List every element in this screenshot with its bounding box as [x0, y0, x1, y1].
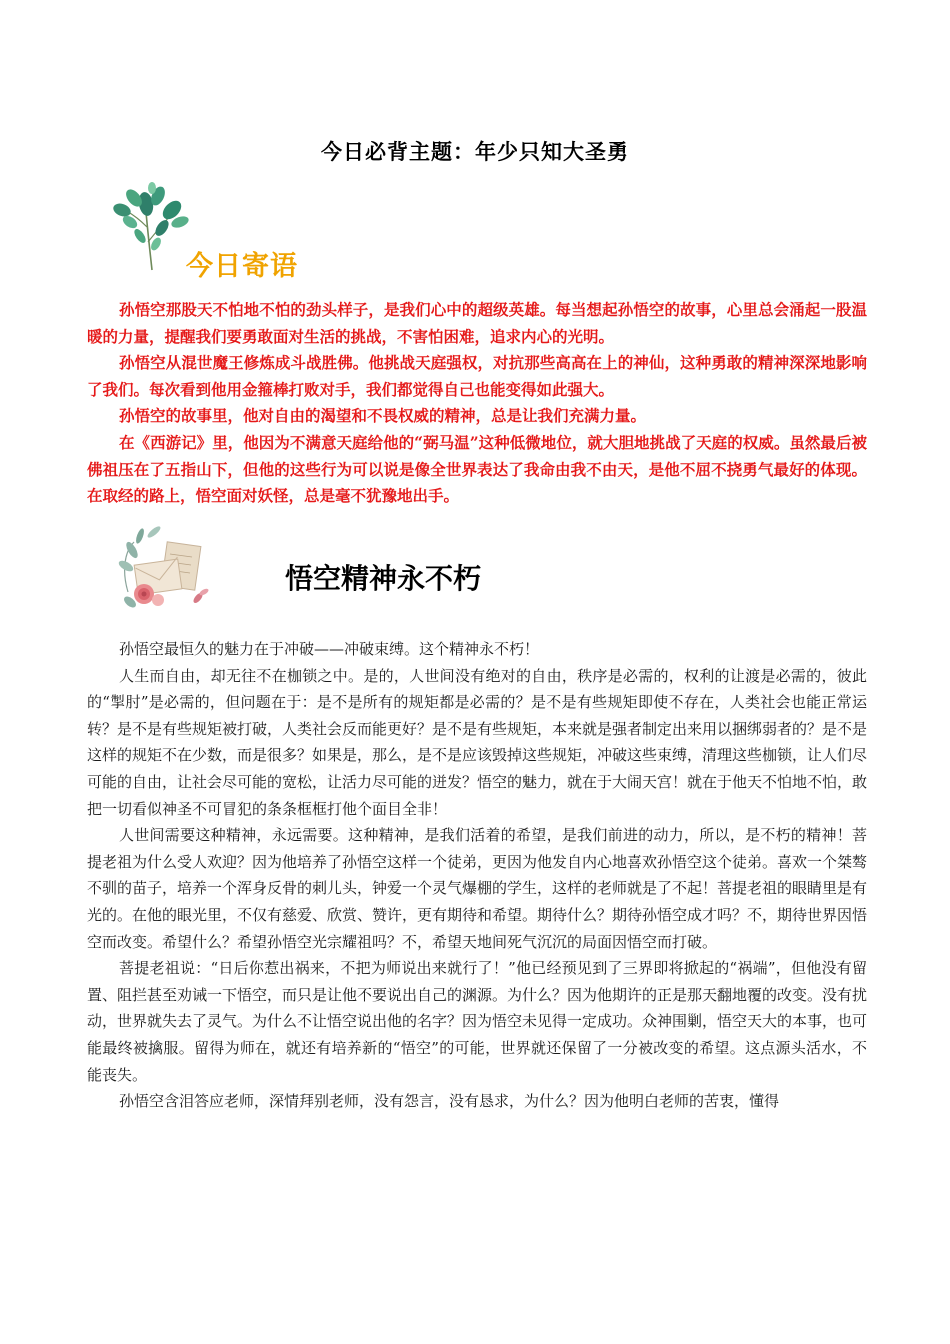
red-paragraph: 在《西游记》里，他因为不满意天庭给他的“弼马温”这种低微地位，就大胆地挑战了天庭的权威。虽然最后被佛祖压在了五指山下，但他的这些行为可以说是像全世界表达了我命由我不由天，是他不屈不挠勇气最好的体现。在取经的路上，悟空面对妖怪，总是毫不犹豫地出手。	[87, 432, 867, 506]
red-paragraph: 孙悟空的故事里，他对自由的渴望和不畏权威的精神，总是让我们充满力量。	[119, 406, 647, 426]
body-paragraph: 孙悟空含泪答应老师，深情拜别老师，没有怨言，没有恳求，为什么？因为他明白老师的苦衷，懂得	[119, 1092, 780, 1111]
section2-heading: 悟空精神永不朽	[285, 562, 482, 595]
red-paragraph: 孙悟空从混世魔王修炼成斗战胜佛。他挑战天庭强权，对抗那些高高在上的神仙，这种勇敢的精神深深地影响了我们。每次看到他用金箍棒打败对手，我们都觉得自己也能变得如此强大。	[87, 353, 867, 399]
envelope-flower-icon	[114, 522, 214, 618]
page-title: 今日必背主题：年少只知大圣勇	[321, 139, 629, 164]
body-paragraph: 人生而自由，却无往不在枷锁之中。是的，人世间没有绝对的自由，秩序是必需的，权利的让渡是必需的，彼此的“掣肘”是必需的，但问题在于：是不是所有的规矩都是必需的？是不是有些规矩即使不存在，人类社会也能正常运转？是不是有些规矩被打破，人类社会反而能更好？是不是有些规矩，本来就是强者制定出来用以捆绑弱者的？是不是这样的规矩不在少数，而是很多？如果是，那么，是不是应该毁掉这些规矩，冲破这些束缚，清理这些枷锁，让人们尽可能的自由，让社会尽可能的宽松，让活力尽可能的迸发？悟空的魅力，就在于大闹天宫！就在于他天不怕地不怕，敢把一切看似神圣不可冒犯的条条框框打他个面目全非！	[87, 666, 868, 818]
body-paragraph: 菩提老祖说：“日后你惹出祸来，不把为师说出来就行了！”他已经预见到了三界即将掀起的“祸端”，但他没有留置、阻拦甚至劝诫一下悟空，而只是让他不要说出自己的渊源。为什么？因为他期许的正是那天翻地覆的改变。没有扰动，世界就失去了灵气。为什么不让悟空说出他的名字？因为悟空未见得一定成功。众神围剿，悟空天大的本事，也可能最终被擒服。留得为师在，就还有培养新的“悟空”的可能，世界就还保留了一分被改变的希望。这点源头活水，不能丧失。	[87, 959, 868, 1084]
body-paragraph: 人世间需要这种精神，永远需要。这种精神，是我们活着的希望，是我们前进的动力，所以，是不朽的精神！菩提老祖为什么受人欢迎？因为他培养了孙悟空这样一个徒弟，更因为他发自内心地喜欢孙悟空这个徒弟。喜欢一个桀骜不驯的苗子，培养一个浑身反骨的刺儿头，钟爱一个灵气爆棚的学生，这样的老师就是了不起！菩提老祖的眼睛里是有光的。在他的眼光里，不仅有慈爱、欣赏、赞许，更有期待和希望。期待什么？期待孙悟空成才吗？不，期待世界因悟空而改变。希望什么？希望孙悟空光宗耀祖吗？不，希望天地间死气沉沉的局面因悟空而打破。	[87, 826, 868, 951]
red-message-block	[87, 297, 867, 510]
body-paragraph: 孙悟空最恒久的魅力在于冲破——冲破束缚。这个精神永不朽！	[119, 640, 540, 658]
section1-heading: 今日寄语	[186, 251, 298, 282]
plant-sprig-icon	[112, 182, 194, 272]
red-paragraph: 孙悟空那股天不怕地不怕的劲头样子，是我们心中的超级英雄。每当想起孙悟空的故事，心里总会涌起一股温暖的力量，提醒我们要勇敢面对生活的挑战，不害怕困难，追求内心的光明。	[87, 300, 867, 346]
body-text-block	[87, 636, 867, 1115]
